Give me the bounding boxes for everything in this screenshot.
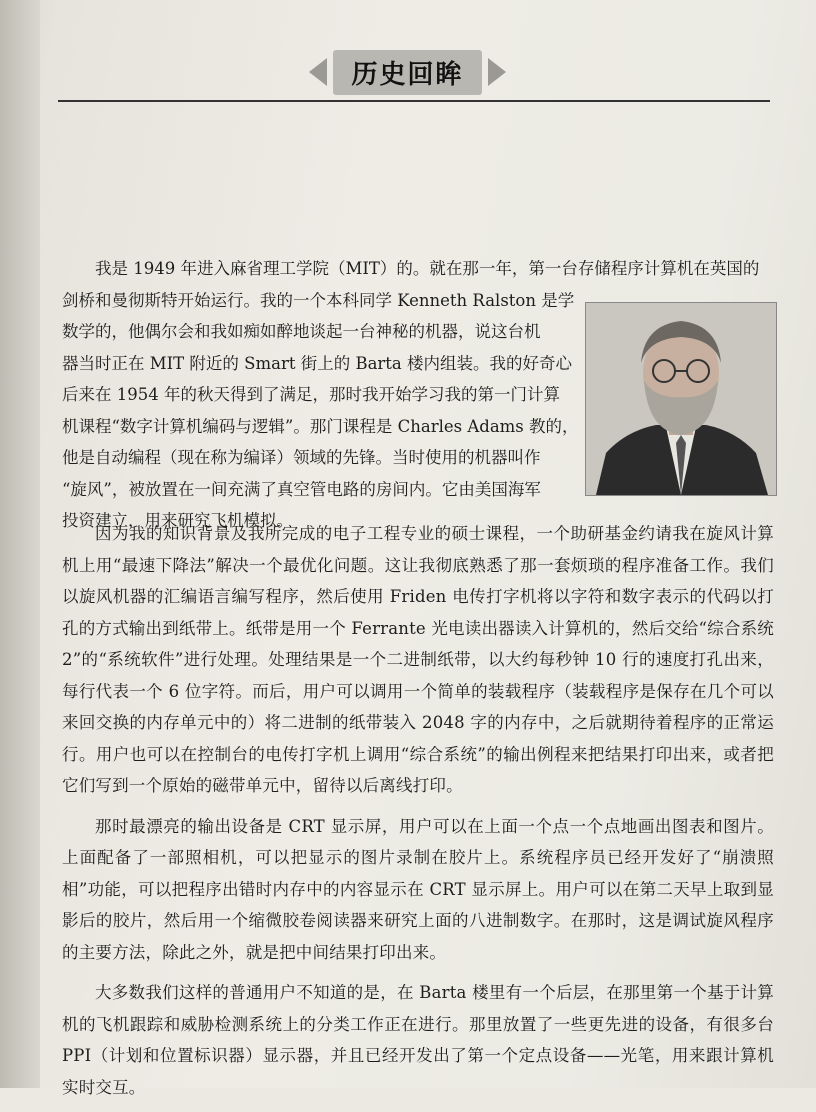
body-text: [62, 518, 774, 1112]
para1-line: 我是 1949 年进入麻省理工学院（MIT）的。就在那一年，第一台存储程序计算机在英国的: [62, 259, 760, 278]
paragraph-2: 因为我的知识背景及我所完成的电子工程专业的硕士课程，一个助研基金约请我在旋风计算机上用“最速下降法”解决一个最优化问题。这让我彻底熟悉了那一套烦琐的程序准备工作。我们以旋风机器的汇编语言编写程序，然后使用 Friden 电传打字机将以字符和数字表示的代码以打孔的方式输出到纸带上。纸带是用一个 Ferrante 光电读出器读入计算机的，然后交给“综合系统 2”的“系统软件”进行处理。处理结果是一个二进制纸带，以大约每秒钟 10 行的速度打孔出来，每行代表一个 6 位字符。而后，用户可以调用一个简单的装载程序（装载程序是保存在几个可以来回交换的内存单元中的）将二进制的纸带装入 2048 字的内存中，之后就期待着程序的正常运行。用户也可以在控制台的电传打字机上调用“综合系统”的输出例程来把结果打印出来，或者把它们写到一个原始的磁带单元中，留待以后离线打印。: [62, 524, 774, 795]
para1-line: 数学的，他偶尔会和我如痴如醉地谈起一台神秘的机器，说这台机: [62, 322, 541, 341]
para1-line: “旋风”，被放置在一间充满了真空管电路的房间内。它由美国海军: [62, 479, 541, 499]
para1-line: 器当时正在 MIT 附近的 Smart 街上的 Barta 楼内组装。我的好奇心: [62, 353, 573, 373]
para1-line: 他是自动编程（现在称为编译）领域的先锋。当时使用的机器叫作: [62, 448, 541, 467]
para1-line: 机课程“数字计算机编码与逻辑”。那门课程是 Charles Adams 教的，: [62, 416, 579, 436]
paragraph-3: 那时最漂亮的输出设备是 CRT 显示屏，用户可以在上面一个点一个点地画出图表和图片。上面配备了一部照相机，可以把显示的图片录制在胶片上。系统程序员已经开发好了“崩溃照相”功能，可以把程序出错时内存中的内容显示在 CRT 显示屏上。用户可以在第二天早上取到显影后的胶片，然后用一个缩微胶卷阅读器来研究上面的八进制数字。在那时，这是调试旋风程序的主要方法，除此之外，就是把中间结果打印出来。: [62, 816, 774, 962]
para1-line: 投资建立，用来研究飞机模拟。: [62, 511, 293, 530]
spine-shadow: [0, 0, 40, 1088]
paragraph-4: 大多数我们这样的普通用户不知道的是，在 Barta 楼里有一个后层，在那里第一个基于计算机的飞机跟踪和威胁检测系统上的分类工作正在进行。那里放置了一些更先进的设备，有很多台 PPI（计划和位置标识器）显示器，并且已经开发出了第一个定点设备——光笔，用来跟计算机实时交互。: [62, 983, 774, 1097]
para1-line: 后来在 1954 年的秋天得到了满足，那时我开始学习我的第一门计算: [62, 385, 560, 404]
section-title: 历史回眸: [333, 50, 481, 95]
chevron-left-icon: [309, 58, 327, 86]
chevron-right-icon: [488, 58, 506, 86]
para1-line: 剑桥和曼彻斯特开始运行。我的一个本科同学 Kenneth Ralston 是学: [62, 290, 575, 310]
author-portrait-photo: [585, 302, 777, 496]
section-header: [300, 48, 515, 96]
header-rule: [58, 100, 770, 102]
